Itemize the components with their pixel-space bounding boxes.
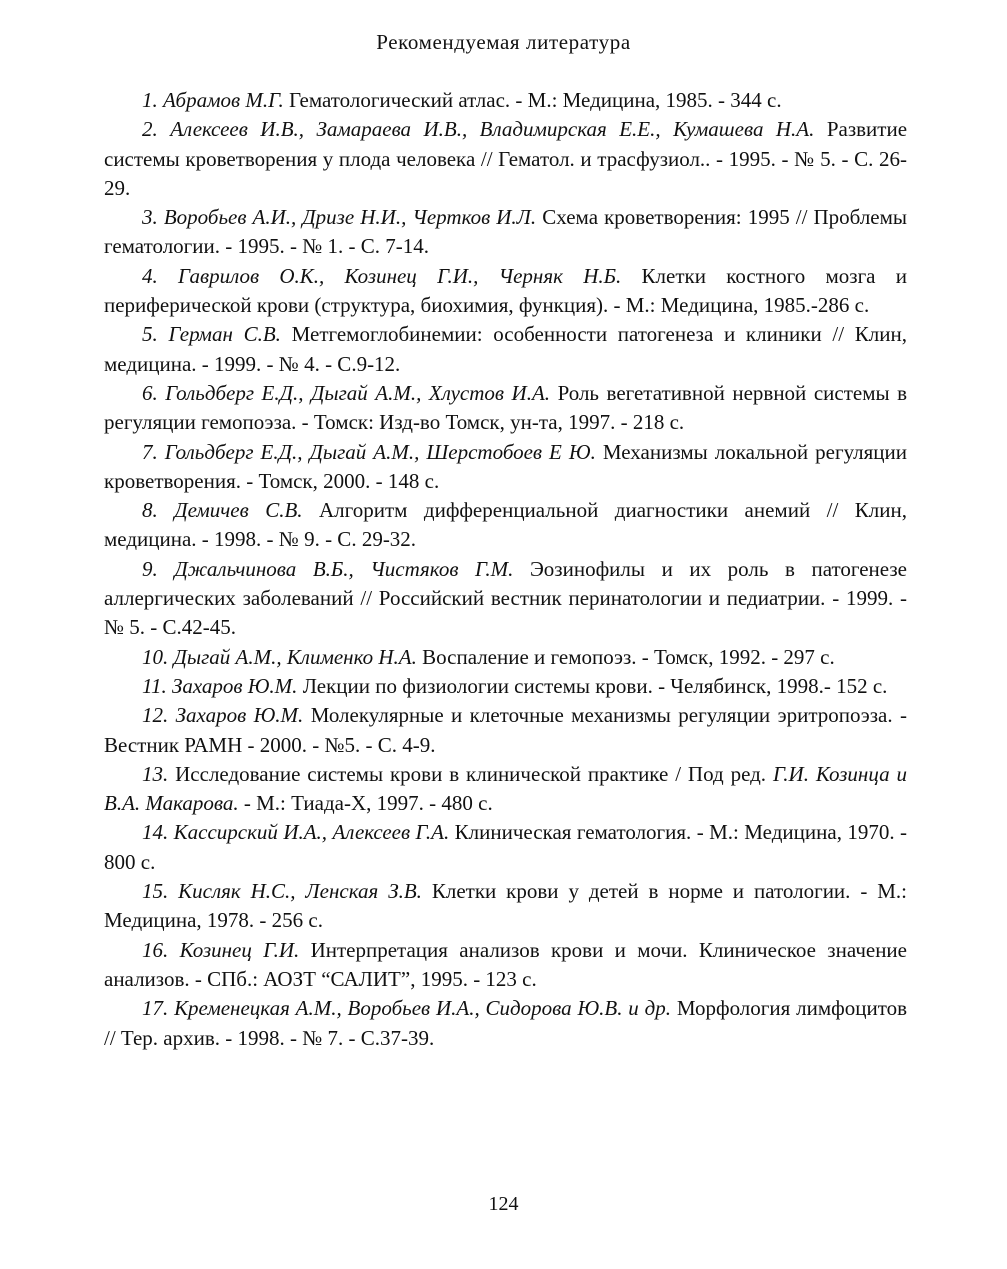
reference-authors: Демичев С.В.: [174, 498, 303, 523]
reference-authors: Дыгай А.М., Клименко Н.А.: [173, 644, 417, 669]
reference-authors: Гольдберг Е.Д., Дыгай А.М., Шерстобоев Е Ю.: [164, 439, 596, 464]
reference-number: 2.: [142, 117, 158, 142]
reference-authors: Гольдберг Е.Д., Дыгай А.М., Хлустов И.А.: [165, 380, 551, 405]
reference-number: 13.: [142, 761, 169, 786]
reference-item: [104, 203, 907, 262]
reference-authors: Кисляк Н.С., Ленская З.В.: [178, 879, 422, 904]
reference-number: 17.: [142, 996, 169, 1021]
reference-item: [104, 86, 907, 115]
reference-authors: Абрамов М.Г.: [163, 88, 284, 112]
reference-number: 7.: [142, 439, 158, 464]
reference-item: [104, 818, 907, 877]
reference-number: 1.: [142, 88, 158, 112]
reference-item: [104, 994, 907, 1053]
reference-item: [104, 496, 907, 555]
reference-item: [104, 877, 907, 936]
reference-text: Воспаление и гемопоэз. - Томск, 1992. - 297 с.: [422, 644, 835, 669]
reference-number: 16.: [142, 937, 169, 962]
reference-text: Клетки костного мозга и периферической крови (структура, биохимия, функция). - М.: Медицина, 1985.-286 с.: [104, 263, 908, 318]
reference-authors: Захаров Ю.М.: [175, 703, 304, 728]
reference-text: Исследование системы крови в клинической практике / Под ред.: [175, 761, 767, 786]
reference-list: [104, 86, 907, 1053]
reference-item: [104, 555, 907, 643]
reference-item: [104, 760, 907, 819]
reference-number: 4.: [142, 263, 158, 288]
reference-text: Клиническая гематология. - М.: Медицина, 1970. - 800 с.: [104, 820, 908, 874]
reference-text: Эозинофилы и их роль в патогенезе аллергических заболеваний // Российский вестник перинатологии и педиатрии. - 1999. - № 5. - С.42-45.: [104, 556, 907, 640]
reference-number: 6.: [142, 380, 158, 405]
reference-item: [104, 320, 907, 379]
page-title: Рекомендуемая литература: [376, 30, 631, 54]
reference-item: [104, 672, 907, 701]
reference-text: Роль вегетативной нервной системы в регуляции гемопоэза. - Томск: Изд-во Томск, ун-та, 1997. - 218 с.: [104, 380, 908, 435]
reference-item: [104, 115, 907, 203]
reference-number: 5.: [142, 322, 158, 347]
reference-item: [104, 438, 907, 497]
reference-number: 11.: [142, 673, 167, 698]
reference-number: 10.: [142, 644, 169, 669]
reference-text: Метгемоглобинемии: особенности патогенеза и клиники // Клин, медицина. - 1999. - № 4. - С.9-12.: [104, 322, 908, 376]
reference-authors: Алексеев И.В., Замараева И.В., Владимирская Е.Е., Кумашева Н.А.: [170, 117, 815, 142]
reference-authors: Герман С.В.: [168, 322, 281, 347]
reference-authors: Кассирский И.А., Алексеев Г.А.: [173, 820, 450, 845]
reference-item: [104, 379, 907, 438]
reference-number: 12.: [142, 703, 169, 728]
reference-authors: Козинец Г.И.: [179, 937, 300, 962]
reference-text: Механизмы локальной регуляции кроветворения. - Томск, 2000. - 148 с.: [104, 439, 908, 493]
reference-item: [104, 701, 907, 760]
reference-editors: Г.И. Козинца и В.А. Макарова.: [104, 761, 907, 816]
reference-item: [104, 936, 907, 995]
reference-text: Морфология лимфоцитов // Тер. архив. - 1998. - № 7. - С.37-39.: [104, 996, 908, 1050]
reference-text-after: - М.: Тиада-Х, 1997. - 480 с.: [243, 791, 493, 816]
reference-text: Лекции по физиологии системы крови. - Челябинск, 1998.- 152 с.: [302, 673, 888, 698]
reference-text: Молекулярные и клеточные механизмы регуляции эритропоэза. - Вестник РАМН - 2000. - №5. - С. 4-9.: [104, 703, 908, 757]
reference-text: Схема кроветворения: 1995 // Проблемы гематологии. - 1995. - № 1. - С. 7-14.: [104, 205, 908, 259]
reference-number: 3.: [142, 205, 158, 230]
reference-number: 9.: [142, 556, 158, 581]
reference-number: 14.: [142, 820, 169, 845]
reference-authors: Джальчинова В.Б., Чистяков Г.М.: [174, 556, 514, 581]
reference-item: [104, 643, 907, 672]
page-number: 124: [488, 1193, 519, 1215]
reference-authors: Гаврилов О.К., Козинец Г.И., Черняк Н.Б.: [178, 263, 622, 288]
reference-number: 8.: [142, 498, 158, 523]
reference-authors: Захаров Ю.М.: [171, 673, 298, 698]
reference-authors: Кременецкая А.М., Воробьев И.А., Сидорова Ю.В. и др.: [174, 996, 671, 1021]
reference-item: [104, 262, 907, 321]
reference-text: Клетки крови у детей в норме и патологии. - М.: Медицина, 1978. - 256 с.: [104, 879, 908, 933]
reference-authors: Воробьев А.И., Дризе Н.И., Чертков И.Л.: [163, 205, 537, 230]
reference-text: Интерпретация анализов крови и мочи. Клиническое значение анализов. - СПб.: АОЗТ “САЛИТ”, 1995. - 123 с.: [104, 937, 907, 991]
reference-number: 15.: [142, 879, 169, 904]
reference-text: Гематологический атлас. - М.: Медицина, 1985. - 344 с.: [288, 88, 782, 112]
reference-text: Развитие системы кроветворения у плода человека // Гематол. и трасфузиол.. - 1995. - № 5. - С. 26-29.: [104, 117, 908, 200]
reference-text: Алгоритм дифференциальной диагностики анемий // Клин, медицина. - 1998. - № 9. - С. 29-32.: [104, 498, 908, 552]
